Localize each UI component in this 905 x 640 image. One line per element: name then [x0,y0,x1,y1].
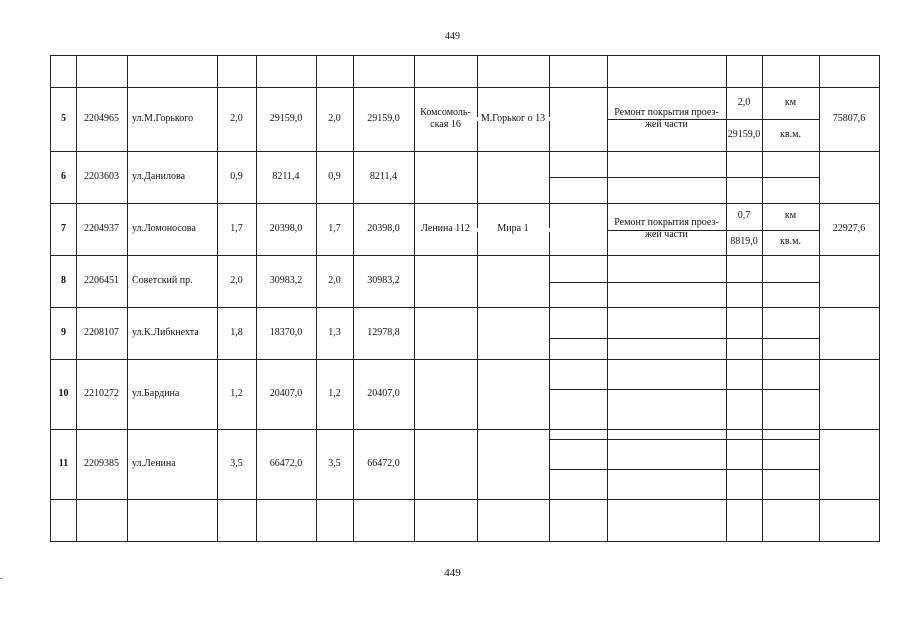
cell-area2: 30983,2 [367,275,400,286]
cell-len1: 2,0 [230,113,243,124]
cell-code: 2204965 [84,113,119,124]
cell-len2: 2,0 [328,275,341,286]
cell-street: Советский пр. [132,275,193,286]
cell-area2: 29159,0 [367,113,400,124]
merge-mask [820,436,879,440]
cell-street: ул.Ломоносова [132,223,196,234]
cell-len2: 0,9 [328,171,341,182]
cell-area1: 8211,4 [272,171,300,182]
cell-len1: 1,7 [230,223,243,234]
cell-len1: 1,2 [230,388,243,399]
cell-area2: 12978,8 [367,327,400,338]
cell-area1: 29159,0 [269,113,303,124]
cell-n: 6 [61,171,66,182]
page-number-bottom: 449 [444,567,461,579]
merge-mask [820,279,879,283]
cell-area1: 30983,2 [269,275,303,286]
cell-area2: 8211,4 [369,171,398,182]
cell-street: ул.К.Либкнехта [132,327,199,338]
cell-code: 2208107 [84,327,119,338]
cell-n: 10 [58,388,69,399]
cell-n: 7 [61,223,66,234]
page-number-top: 449 [445,31,460,42]
cell-n: 9 [61,327,66,338]
cell-code: 2204937 [84,223,119,234]
cell-street: ул.Данилова [132,171,186,182]
cell-cost: 75807,6 [832,113,866,124]
cell-code: 2209385 [84,458,119,469]
cell-area2: 20407,0 [367,388,400,399]
cell-n: 8 [61,275,66,286]
row-divider [51,499,879,500]
cell-to: Мира 1 [497,223,529,234]
cell-v2: 29159,0 [727,129,761,140]
cell-n: 11 [58,458,69,469]
cell-len1: 2,0 [230,275,243,286]
cell-len1: 1,8 [230,327,243,338]
cell-len2: 2,0 [328,113,341,124]
cell-street: ул.М.Горького [132,113,194,124]
cell-area1: 66472,0 [269,458,303,469]
cell-v1: 0,7 [737,210,751,221]
merge-mask [820,335,879,339]
cell-u2: кв.м. [780,236,801,247]
cell-len2: 1,3 [328,327,341,338]
cell-u2: кв.м. [780,129,801,140]
cell-code: 2206451 [84,275,119,286]
cell-code: 2203603 [84,171,119,182]
cell-area2: 66472,0 [367,458,400,469]
merge-mask [820,386,879,390]
cell-area1: 20398,0 [269,223,303,234]
merge-mask [820,466,879,470]
cell-len2: 1,2 [328,388,341,399]
cell-to: М.Горьког о 13 [480,113,546,124]
cell-v2: 8819,0 [730,236,758,247]
cell-len1: 3,5 [230,458,243,469]
merge-mask [820,174,879,178]
cell-from: Ленина 112 [421,223,470,234]
cell-u1: км [784,97,797,108]
edge-mark [0,578,3,579]
cell-area2: 20398,0 [367,223,400,234]
cell-len1: 0,9 [230,171,243,182]
cell-len2: 3,5 [328,458,341,469]
cell-work: Ремонт покрытия проез-жей части [614,107,719,130]
cell-cost: 22927,6 [832,223,866,234]
cell-street: ул.Бардина [132,388,180,399]
cell-v1: 2,0 [737,97,751,108]
cell-len2: 1,7 [328,223,341,234]
cell-u1: км [784,210,797,221]
cell-area1: 20407,0 [269,388,303,399]
cell-from: Комсомоль-ская 16 [420,107,471,130]
cell-code: 2210272 [84,388,119,399]
road-repair-table [50,55,880,542]
cell-work: Ремонт покрытия проез-жей части [614,217,719,240]
cell-area1: 18370,0 [269,327,303,338]
cell-street: ул.Ленина [132,458,176,469]
cell-n: 5 [61,113,66,124]
